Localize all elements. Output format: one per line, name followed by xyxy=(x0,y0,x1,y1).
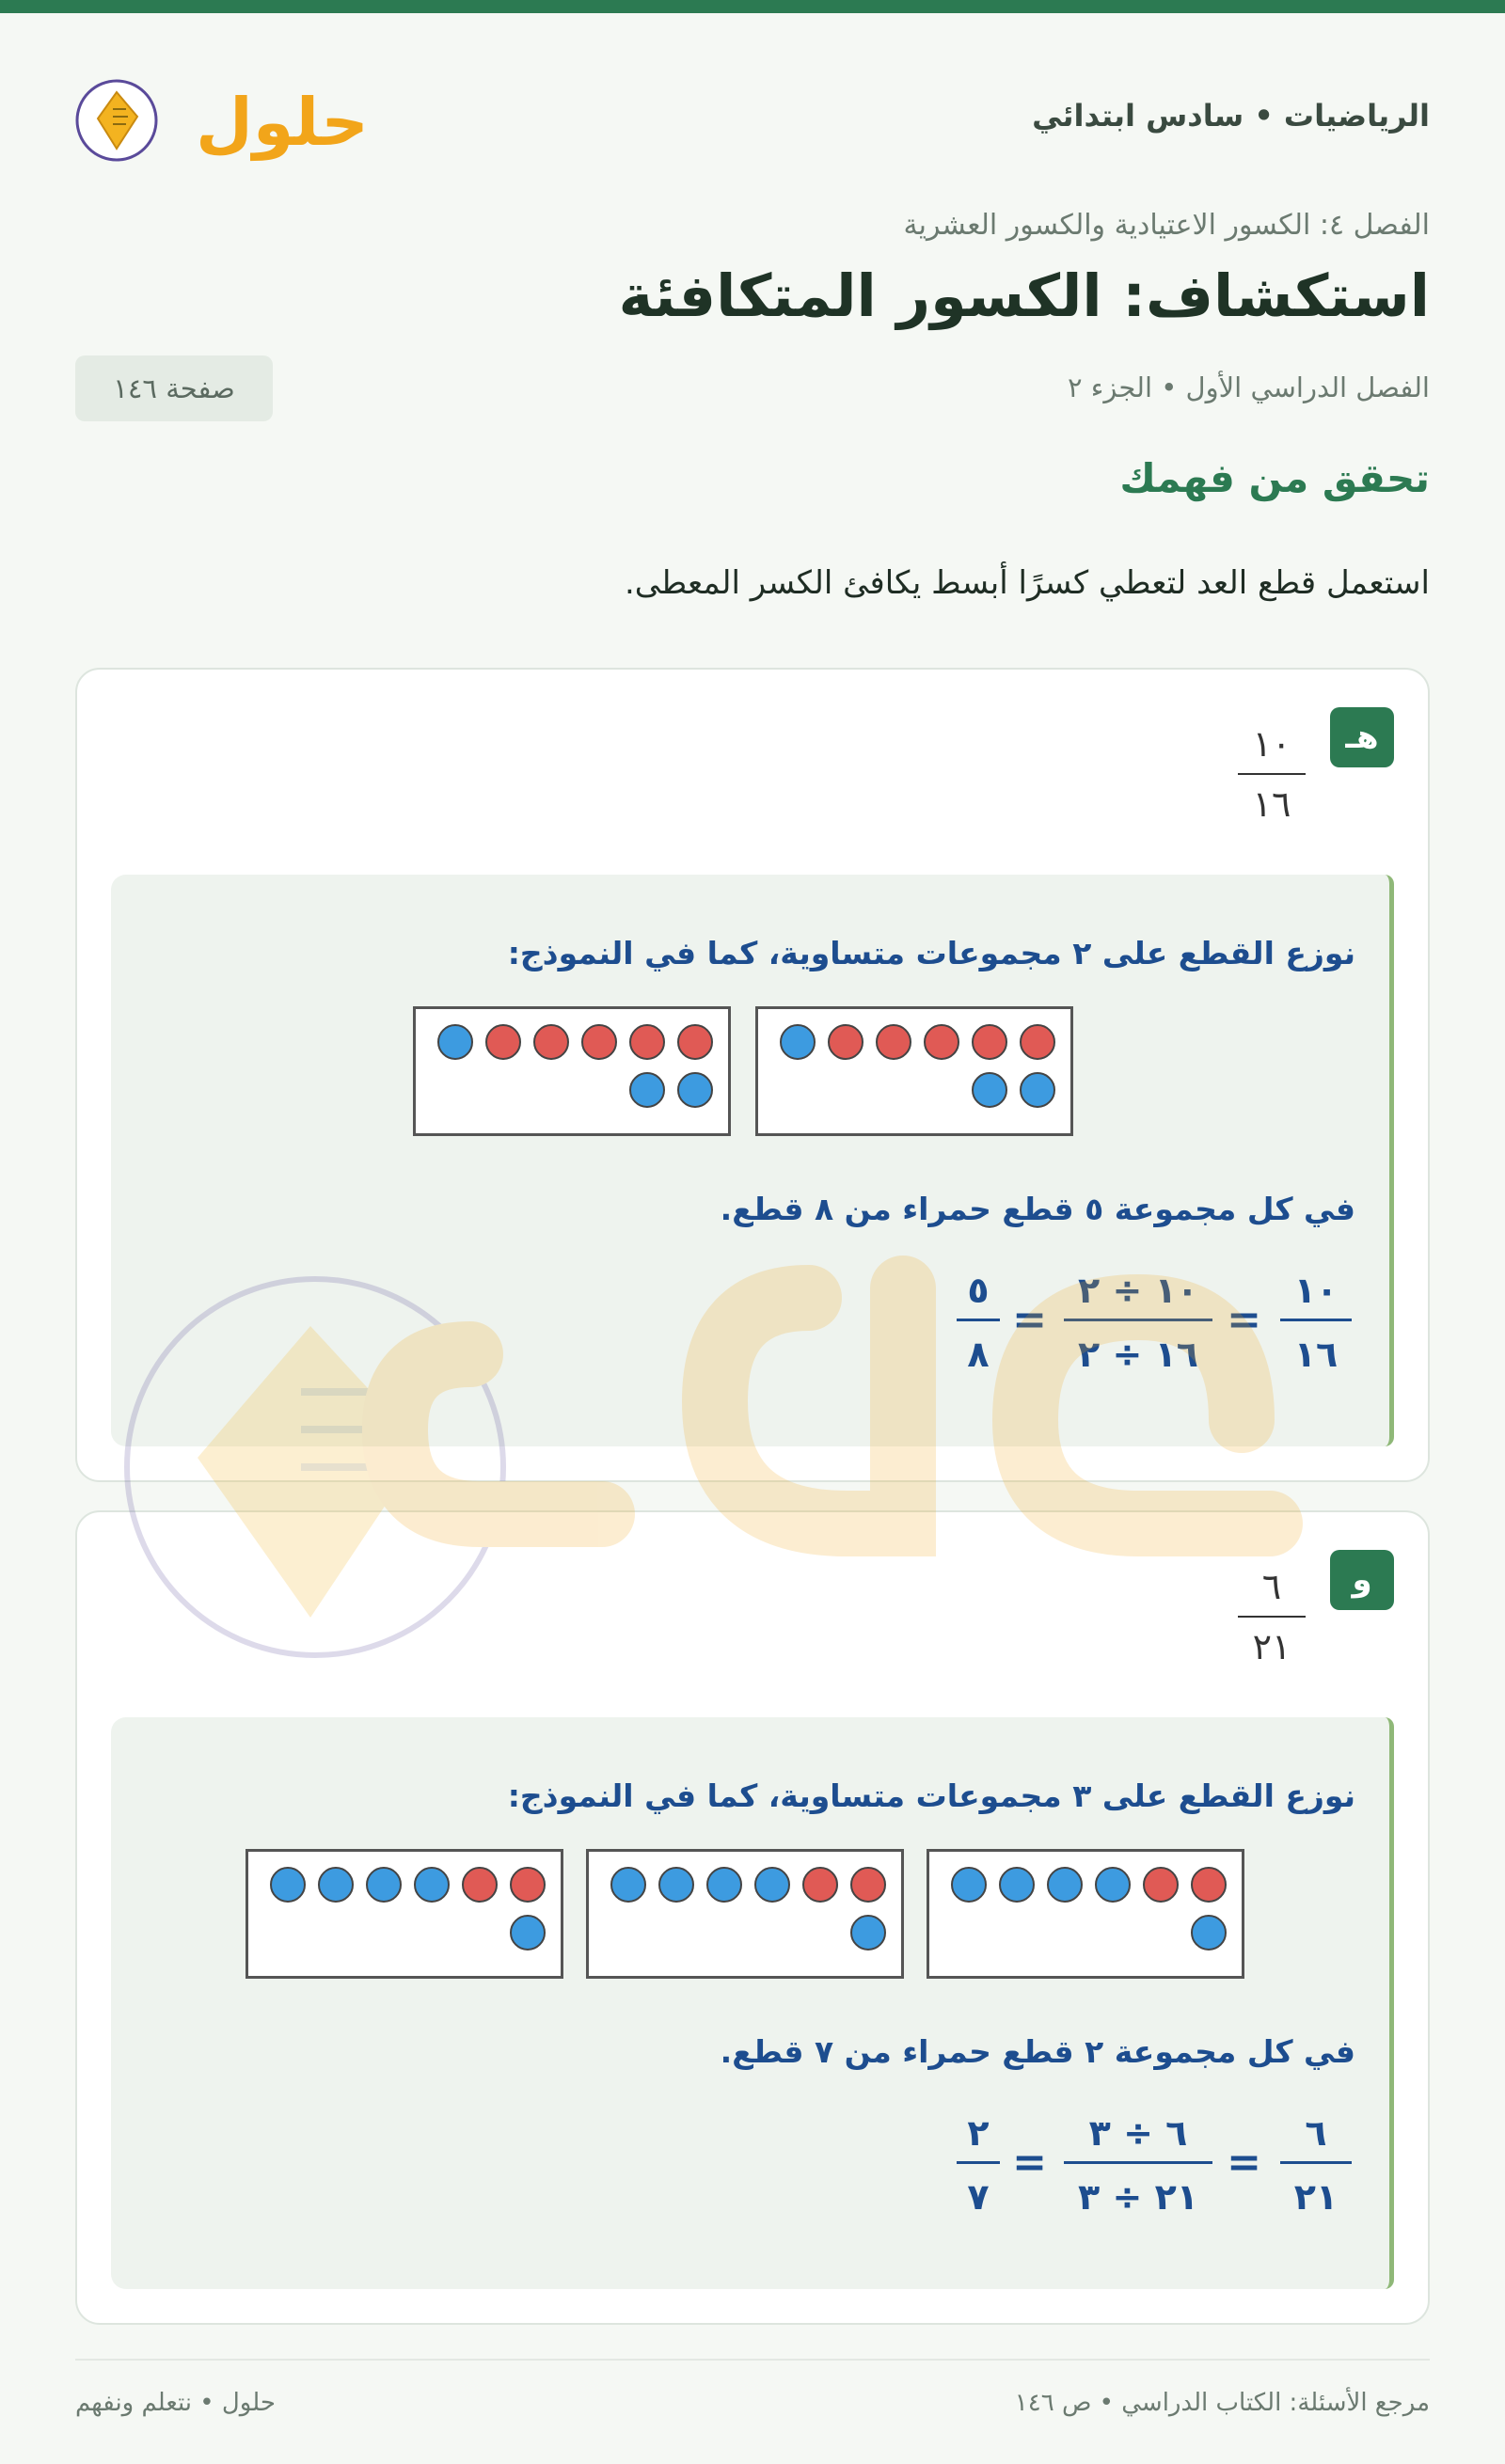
given-denominator: ١٦ xyxy=(1252,783,1291,825)
equivalence-equation xyxy=(957,2105,1352,2246)
logo-text: حلول xyxy=(196,84,369,161)
blue-counter xyxy=(850,1915,886,1951)
denominator: ١٦ ÷ ٢ xyxy=(1078,1334,1198,1375)
blue-counter xyxy=(658,1867,694,1903)
numerator: ٢ xyxy=(967,2112,990,2154)
numerator: ٦ xyxy=(1305,2112,1327,2154)
equals-sign: = xyxy=(1227,1296,1261,1344)
blue-counter xyxy=(414,1867,450,1903)
denominator: ٢١ xyxy=(1293,2176,1339,2218)
blue-counter xyxy=(1095,1867,1131,1903)
solution-panel xyxy=(111,875,1394,1446)
red-counter xyxy=(677,1024,713,1060)
page-number-badge: صفحة ١٤٦ xyxy=(75,355,273,421)
given-numerator: ٦ xyxy=(1261,1566,1282,1607)
top-accent-bar xyxy=(0,0,1505,13)
simplified-fraction xyxy=(957,2105,1000,2230)
blue-counter xyxy=(610,1867,646,1903)
problem-card-h xyxy=(75,668,1430,1482)
given-denominator: ٢١ xyxy=(1252,1626,1291,1667)
given-fraction xyxy=(1238,719,1306,829)
section-title: تحقق من فهمك xyxy=(1119,455,1430,501)
denominator: ٨ xyxy=(967,1334,990,1375)
red-counter xyxy=(972,1024,1007,1060)
red-counter xyxy=(850,1867,886,1903)
original-fraction xyxy=(1280,1262,1352,1387)
division-fraction xyxy=(1064,1262,1212,1387)
blue-counter xyxy=(270,1867,306,1903)
red-counter xyxy=(510,1867,546,1903)
red-counter xyxy=(1191,1867,1227,1903)
denominator: ١٦ xyxy=(1293,1334,1339,1375)
blue-counter xyxy=(437,1024,473,1060)
blue-counter xyxy=(951,1867,987,1903)
problem-label: هـ xyxy=(1330,707,1394,767)
blue-counter xyxy=(706,1867,742,1903)
equivalence-equation xyxy=(957,1262,1352,1403)
counter-group xyxy=(246,1849,563,1979)
red-counter xyxy=(802,1867,838,1903)
original-fraction xyxy=(1280,2105,1352,2230)
page-header xyxy=(75,58,1430,181)
blue-counter xyxy=(366,1867,402,1903)
red-counter xyxy=(1020,1024,1055,1060)
blue-counter xyxy=(1020,1072,1055,1108)
hulul-logo xyxy=(75,58,369,181)
red-counter xyxy=(828,1024,863,1060)
denominator: ٧ xyxy=(967,2176,990,2218)
counter-group xyxy=(755,1006,1073,1136)
step-count-red: في كل مجموعة ٥ قطع حمراء من ٨ قطع. xyxy=(720,1191,1355,1227)
blue-counter xyxy=(999,1867,1035,1903)
step-divide-groups: نوزع القطع على ٣ مجموعات متساوية، كما في النموذج: xyxy=(507,1777,1355,1814)
numerator: ١٠ ÷ ٢ xyxy=(1078,1270,1198,1311)
footer-reference: مرجع الأسئلة: الكتاب الدراسي • ص ١٤٦ xyxy=(1014,2389,1430,2417)
given-numerator: ١٠ xyxy=(1252,723,1291,765)
denominator: ٢١ ÷ ٣ xyxy=(1078,2176,1198,2218)
fraction-bar xyxy=(1238,1616,1306,1618)
footer-brand: حلول • نتعلم ونفهم xyxy=(75,2389,276,2417)
numerator: ١٠ xyxy=(1293,1270,1339,1311)
term-label: الفصل الدراسي الأول • الجزء ٢ xyxy=(1067,371,1430,403)
step-divide-groups: نوزع القطع على ٢ مجموعات متساوية، كما في النموذج: xyxy=(507,935,1355,971)
red-counter xyxy=(462,1867,498,1903)
blue-counter xyxy=(754,1867,790,1903)
counter-group xyxy=(927,1849,1244,1979)
simplified-fraction xyxy=(957,1262,1000,1387)
blue-counter xyxy=(510,1915,546,1951)
red-counter xyxy=(533,1024,569,1060)
blue-counter xyxy=(1047,1867,1083,1903)
instruction-text: استعمل قطع العد لتعطي كسرًا أبسط يكافئ الكسر المعطى. xyxy=(624,564,1430,602)
red-counter xyxy=(876,1024,911,1060)
page-title: استكشاف: الكسور المتكافئة xyxy=(618,261,1430,330)
blue-counter xyxy=(629,1072,665,1108)
problem-card-w xyxy=(75,1510,1430,2325)
problem-label: و xyxy=(1330,1550,1394,1610)
equals-sign: = xyxy=(1227,2139,1261,2187)
equals-sign: = xyxy=(1012,2139,1047,2187)
blue-counter xyxy=(1191,1915,1227,1951)
counter-group xyxy=(413,1006,731,1136)
counter-group xyxy=(586,1849,904,1979)
chapter-label: الفصل ٤: الكسور الاعتيادية والكسور العشرية xyxy=(903,209,1430,242)
numerator: ٦ ÷ ٣ xyxy=(1088,2112,1188,2154)
numerator: ٥ xyxy=(967,1270,990,1311)
step-count-red: في كل مجموعة ٢ قطع حمراء من ٧ قطع. xyxy=(720,2033,1355,2070)
footer-divider xyxy=(75,2359,1430,2361)
blue-counter xyxy=(972,1072,1007,1108)
red-counter xyxy=(924,1024,959,1060)
division-fraction xyxy=(1064,2105,1212,2230)
red-counter xyxy=(485,1024,521,1060)
red-counter xyxy=(581,1024,617,1060)
blue-counter xyxy=(318,1867,354,1903)
given-fraction xyxy=(1238,1561,1306,1672)
blue-counter xyxy=(780,1024,816,1060)
subject-label: الرياضيات • سادس ابتدائي xyxy=(1032,98,1430,134)
solution-panel xyxy=(111,1717,1394,2289)
red-counter xyxy=(629,1024,665,1060)
blue-counter xyxy=(677,1072,713,1108)
red-counter xyxy=(1143,1867,1179,1903)
fraction-bar xyxy=(1238,773,1306,775)
equals-sign: = xyxy=(1012,1296,1047,1344)
